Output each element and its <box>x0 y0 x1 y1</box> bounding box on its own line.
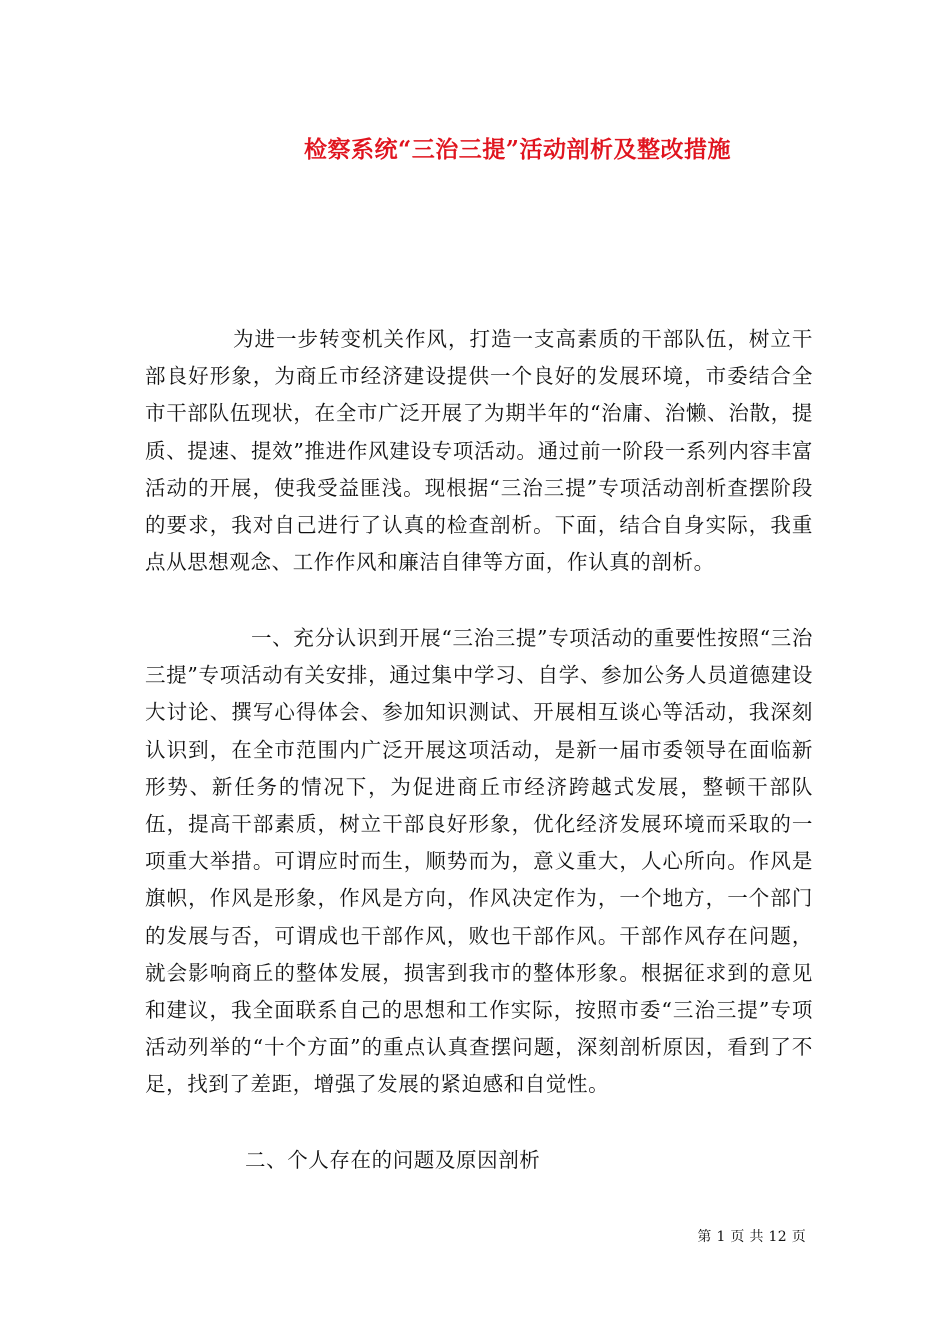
document-title: 检察系统“三治三提”活动剖析及整改措施 <box>304 136 731 163</box>
page-number-label: 第 1 页 共 12 页 <box>697 1229 806 1245</box>
body-paragraph-intro <box>145 321 813 581</box>
page-number-footer <box>697 1228 806 1246</box>
paragraph-3: 二、个人存在的问题及原因剖析 <box>245 1148 541 1172</box>
paragraph-1: 为进一步转变机关作风，打造一支高素质的干部队伍，树立干部良好形象，为商丘市经济建设提供一个良好的发展环境，市委结合全市干部队伍现状，在全市广泛开展了为期半年的“治庸、治懒、治散，提质、提速、提效”推进作风建设专项活动。通过前一阶段一系列内容丰富活动的开展，使我受益匪浅。现根据“三治三提”专项活动剖析查摆阶段的要求，我对自己进行了认真的检查剖析。下面，结合自身实际，我重点从思想观念、工作作风和廉洁自律等方面，作认真的剖析。 <box>145 327 813 575</box>
paragraph-2: 一、充分认识到开展“三治三提”专项活动的重要性按照“三治三提”专项活动有关安排，通过集中学习、自学、参加公务人员道德建设大讨论、撰写心得体会、参加知识测试、开展相互谈心等活动，我深刻认识到，在全市范围内广泛开展这项活动，是新一届市委领导在面临新形势、新任务的情况下，为促进商丘市经济跨越式发展，整顿干部队伍，提高干部素质，树立干部良好形象，优化经济发展环境而采取的一项重大举措。可谓应时而生，顺势而为，意义重大，人心所向。作风是旗帜，作风是形象，作风是方向，作风决定作为，一个地方，一个部门的发展与否，可谓成也干部作风，败也干部作风。干部作风存在问题，就会影响商丘的整体发展，损害到我市的整体形象。根据征求到的意见和建议，我全面联系自己的思想和工作实际，按照市委“三治三提”专项活动列举的“十个方面”的重点认真查摆问题，深刻剖析原因，看到了不足，找到了差距，增强了发展的紧迫感和自觉性。 <box>145 626 813 1097</box>
body-paragraph-section-two <box>145 1142 813 1179</box>
body-paragraph-section-one <box>145 620 813 1104</box>
